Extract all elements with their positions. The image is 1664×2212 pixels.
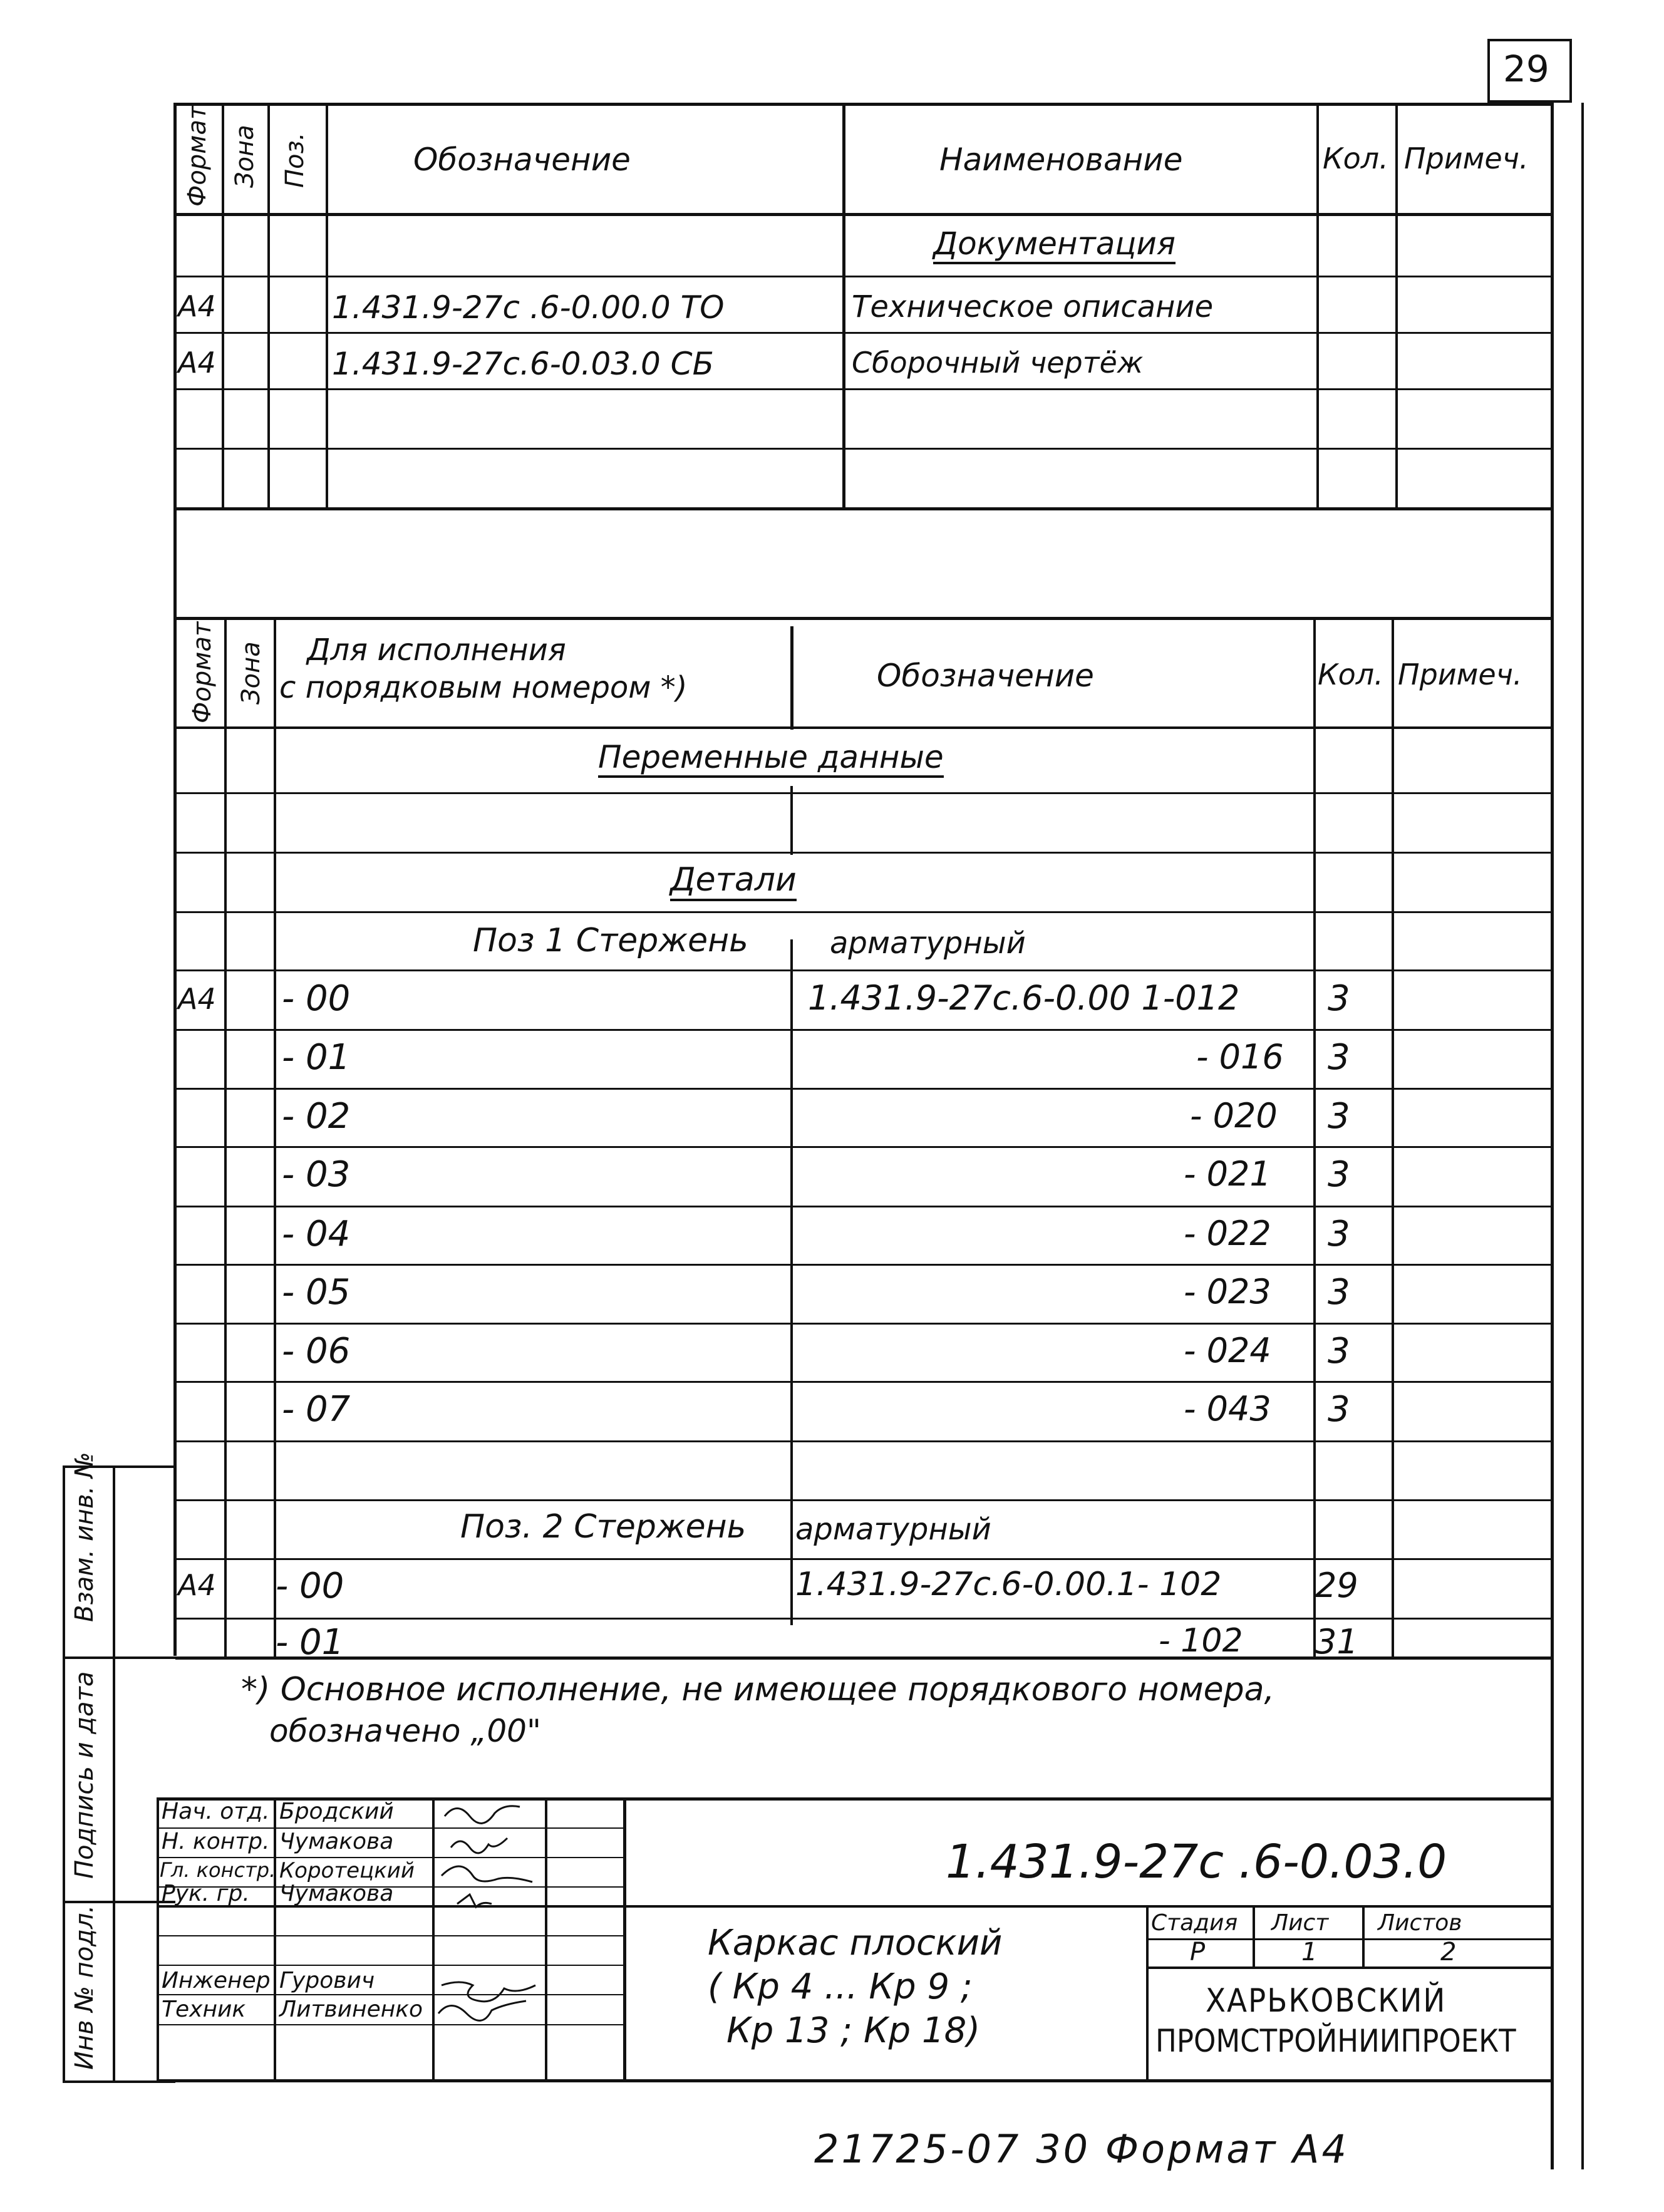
organization-line2: ПРОМСТРОЙНИИПРОЕКТ: [1155, 2023, 1516, 2059]
tb-name-1: Бродский: [279, 1799, 394, 1824]
pos1-row-qty: 3: [1328, 978, 1350, 1019]
pos1-row-variant: - 07: [282, 1389, 351, 1430]
pos1-row-designation: - 020: [1190, 1096, 1278, 1135]
pos1-row-qty: 3: [1328, 1096, 1350, 1137]
organization-line1: ХАРЬКОВСКИЙ: [1206, 1982, 1447, 2020]
sheet-value: 1: [1301, 1938, 1318, 1967]
header-zone: Зона: [230, 125, 259, 188]
tb-role-7: Техник: [162, 1997, 246, 2022]
header-designation: Обозначение: [413, 142, 631, 178]
frame-right: [1551, 103, 1554, 2169]
signatures: [432, 1797, 545, 2079]
signature-6: [438, 2001, 526, 2020]
doc-row-2-format: А4: [178, 346, 216, 380]
sheets-label: Листов: [1378, 1910, 1462, 1936]
tb-name-3: Коротецкий: [279, 1858, 415, 1883]
pos2-row-qty: 31: [1315, 1622, 1358, 1662]
sheets-value: 2: [1440, 1938, 1457, 1967]
variant-header-format: Формат: [188, 621, 217, 723]
pos1-title-left: Поз 1 Стержень: [473, 922, 748, 959]
pos2-title-left: Поз. 2 Стержень: [460, 1508, 747, 1546]
tb-role-2: Н. контр.: [162, 1829, 270, 1854]
frame-top: [175, 103, 1553, 106]
pos1-row-variant: - 01: [282, 1037, 351, 1078]
pos1-row-variant: - 02: [282, 1096, 351, 1137]
frame-left: [173, 103, 177, 1656]
stage-value: Р: [1190, 1938, 1206, 1967]
signature-5: [442, 1982, 535, 2002]
pos1-row-designation: - 023: [1184, 1272, 1271, 1311]
tb-name-6: Гурович: [279, 1968, 375, 1993]
header-note: Примеч.: [1404, 142, 1529, 175]
details-title: Детали: [670, 861, 797, 901]
product-name-line1: Каркас плоский: [708, 1923, 1003, 1963]
outer-right: [1581, 103, 1584, 2169]
header-format: Формат: [183, 105, 212, 207]
tb-role-6: Инженер: [162, 1968, 271, 1993]
pos1-row-qty: 3: [1328, 1331, 1350, 1372]
document-code: 1.431.9-27с .6-0.03.0: [946, 1835, 1447, 1889]
pos1-row-qty: 3: [1328, 1154, 1350, 1195]
header-name: Наименование: [939, 142, 1183, 178]
page-number: 29: [1503, 48, 1549, 90]
signature-1: [445, 1806, 520, 1824]
doc-row-1-name: Техническое описание: [852, 289, 1214, 324]
doc-row-1-format: А4: [178, 289, 216, 323]
footnote-line1: *) Основное исполнение, не имеющее порядкового номера,: [241, 1671, 1275, 1708]
pos1-row-qty: 3: [1328, 1272, 1350, 1313]
variant-header-designation: Обозначение: [877, 658, 1094, 694]
pos2-row-variant: - 01: [276, 1622, 344, 1663]
doc-row-2-name: Сборочный чертёж: [852, 346, 1144, 380]
pos2-row-format: А4: [178, 1568, 216, 1602]
sheet-label: Лист: [1271, 1910, 1329, 1936]
pos1-row-designation: - 016: [1196, 1037, 1284, 1077]
header-pos: Поз.: [281, 132, 309, 188]
tb-role-4: Рук. гр.: [162, 1881, 250, 1906]
tb-name-4: Чумакова: [279, 1881, 394, 1906]
pos1-row-variant: - 05: [282, 1272, 351, 1313]
pos2-row-variant: - 00: [276, 1566, 344, 1606]
tb-name-2: Чумакова: [279, 1829, 394, 1854]
tb-role-3: Гл. констр.: [160, 1858, 276, 1882]
pos1-row-qty: 3: [1328, 1037, 1350, 1078]
pos1-row-variant: - 04: [282, 1214, 351, 1254]
pos2-row-designation: - 102: [1159, 1622, 1243, 1660]
signature-3: [442, 1866, 532, 1882]
doc-row-1-designation: 1.431.9-27с .6-0.00.0 ТО: [332, 289, 725, 326]
signature-2: [451, 1838, 507, 1853]
side-stamp-inventory: Инв № подл.: [70, 1904, 99, 2070]
pos1-row-qty: 3: [1328, 1214, 1350, 1254]
pos1-row-variant: - 06: [282, 1331, 351, 1372]
pos1-row-qty: 3: [1328, 1389, 1350, 1430]
bottom-caption: 21725-07 30 Формат А4: [814, 2126, 1349, 2172]
doc-row-2-designation: 1.431.9-27с.6-0.03.0 СБ: [332, 346, 714, 382]
pos1-title-right: арматурный: [830, 926, 1026, 961]
pos1-row-designation: - 043: [1184, 1389, 1271, 1429]
pos1-row-designation: - 022: [1184, 1214, 1271, 1253]
pos1-row-designation: 1.431.9-27с.6-0.00 1-012: [808, 978, 1240, 1018]
product-name-line2: ( Кр 4 ... Кр 9 ;: [708, 1967, 973, 2007]
pos1-row-variant: - 00: [282, 978, 351, 1019]
variant-header-for-variant-1: Для исполнения: [307, 633, 566, 668]
header-qty: Кол.: [1323, 142, 1388, 175]
pos2-title-right: арматурный: [795, 1512, 991, 1547]
variable-data-title: Переменные данные: [598, 739, 944, 778]
pos1-row-designation: - 024: [1184, 1331, 1271, 1370]
footnote-line2: обозначено „00": [269, 1713, 541, 1749]
stage-label: Стадия: [1151, 1910, 1238, 1936]
signature-4: [457, 1894, 492, 1907]
variant-header-note: Примеч.: [1398, 658, 1522, 691]
tb-name-7: Литвиненко: [279, 1997, 423, 2022]
variant-header-for-variant-2: с порядковым номером *): [279, 670, 688, 705]
pos1-row-variant: - 03: [282, 1154, 351, 1195]
product-name-line3: Кр 13 ; Кр 18): [726, 2010, 981, 2051]
side-stamp-signature-date: Подпись и дата: [70, 1671, 99, 1879]
pos1-row-designation: - 021: [1184, 1154, 1271, 1194]
pos2-row-qty: 29: [1315, 1566, 1358, 1605]
variant-header-zone: Зона: [237, 641, 266, 705]
pos2-row-designation: 1.431.9-27с.6-0.00.1- 102: [795, 1566, 1222, 1603]
documentation-title: Документация: [933, 225, 1176, 264]
tb-role-1: Нач. отд.: [162, 1799, 270, 1824]
variant-header-qty: Кол.: [1318, 658, 1383, 691]
pos1-row-format: А4: [178, 982, 216, 1016]
side-stamp-replacement: Взам. инв. №: [70, 1452, 99, 1622]
